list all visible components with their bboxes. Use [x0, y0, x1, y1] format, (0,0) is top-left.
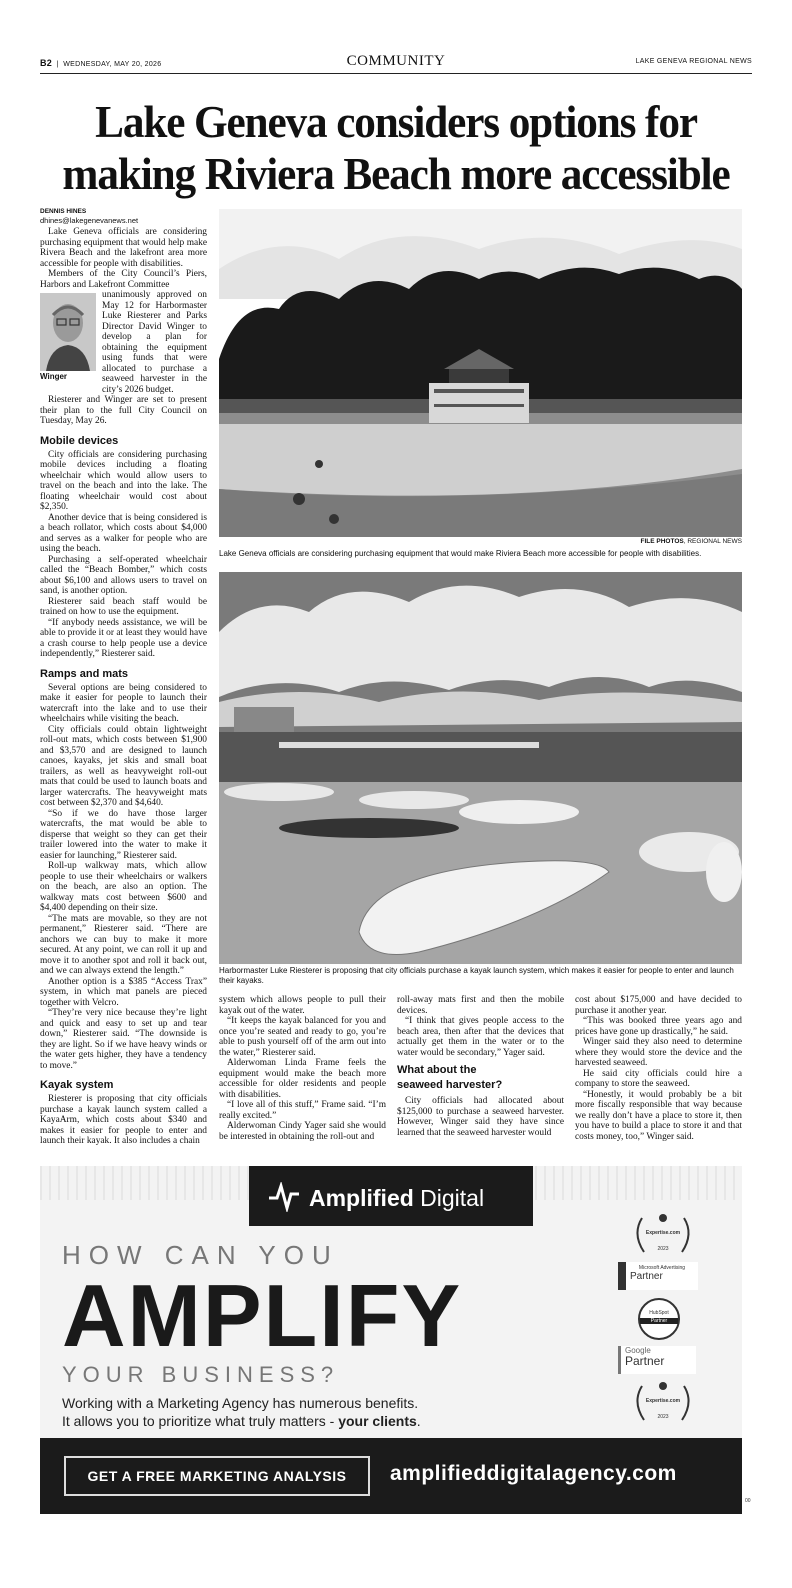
ad-brand-name — [309, 1185, 484, 1212]
winger-photo — [40, 293, 96, 371]
page-info: B2 | WEDNESDAY, MAY 20, 2026 — [40, 58, 162, 68]
expertise-label: Expertise.com — [645, 1230, 681, 1236]
paragraph: “I love all of this stuff,” Frame said. “I’m really excited.” — [219, 1100, 386, 1121]
paragraph: “The mats are movable, so they are not permanent,” Riesterer said. “There are anchors we can buy to make it more secured. At any point, we can roll it up and move it to another spot and roll it back out, and we can always extend the length.” — [40, 913, 207, 976]
headline-line-2: making Riviera Beach more accessible — [62, 148, 730, 199]
credit-bold: FILE PHOTOS — [640, 538, 684, 545]
paragraph: Winger said they also need to determine where they would store the device and the harvested seaweed. — [575, 1037, 742, 1068]
expertise-badge-top — [628, 1210, 698, 1263]
body-end: . — [416, 1413, 421, 1429]
hubspot-label: HubSpot — [649, 1310, 669, 1316]
ad-line-3: YOUR BUSINESS? — [62, 1362, 340, 1387]
paragraph: Riesterer said beach staff would be trained on how to use the equipment. — [40, 596, 207, 617]
paragraph: “I think that gives people access to the beach area, then after that the devices that actually get them in the water or to the water would be secondary,” Yager said. — [397, 1016, 564, 1058]
photo-1-caption: Lake Geneva officials are considering purchasing equipment that would make Riviera Beach more accessible for people with disabilities. — [219, 549, 702, 558]
google-badge — [618, 1346, 696, 1374]
page-number: B2 — [40, 58, 53, 68]
google-label: Google — [625, 1346, 651, 1355]
paragraph: He said city officials could hire a company to store the seaweed. — [575, 1068, 742, 1089]
subhead-harvester-1: What about the — [397, 1064, 477, 1076]
page-header — [40, 52, 752, 74]
paragraph: Lake Geneva officials are considering purchasing equipment that would help make Rivera Beach and the lakefront area more accessible for people with disabilities. — [40, 227, 207, 269]
mug-caption: Winger — [40, 372, 68, 381]
kayak-photo — [219, 572, 742, 964]
ad-brand-box — [249, 1166, 533, 1226]
author-email[interactable]: dhines@lakegenevanews.net — [40, 216, 139, 225]
article-column-3 — [397, 995, 564, 1138]
expertise-year: 2023 — [657, 1246, 669, 1252]
paragraph: cost about $175,000 and have decided to purchase it another year. — [575, 995, 742, 1016]
photo-credit — [641, 538, 743, 545]
ad-body — [62, 1394, 421, 1430]
paragraph: “It keeps the kayak balanced for you and once you’re seated and ready to go, you’re able to push yourself off of the arm out into the water,” Riesterer said. — [219, 1016, 386, 1058]
expertise-year: 2023 — [657, 1414, 669, 1420]
brand-bold: Amplified — [309, 1185, 414, 1211]
mugshot — [40, 293, 96, 383]
author-name: DENNIS HINES — [40, 208, 87, 215]
ms-label: Microsoft Advertising — [638, 1265, 686, 1271]
ad-line-1: HOW CAN YOU — [62, 1240, 339, 1270]
section-name: COMMUNITY — [346, 53, 446, 69]
paragraph: “So if we do have those larger watercrafts, the mat would be able to disperse that weight so they can get their trailer lowered into the water to make it easier for launching,” Riesterer said. — [40, 808, 207, 861]
subhead-mobile: Mobile devices — [40, 434, 119, 447]
paragraph: “This was booked three years ago and prices have gone up drastically,” he said. — [575, 1016, 742, 1037]
beach-photo — [219, 209, 742, 537]
headline — [61, 96, 730, 200]
paragraph: City officials are considering purchasing mobile devices including a floating wheelchair which would allow users to travel on the beach and into the lake. The floating wheelchair would cost about $2,350. — [40, 449, 207, 512]
expertise-badge-bottom — [628, 1380, 698, 1431]
paragraph: Another option is a $385 “Access Trax” system, in which mat panels are pieced together with Velcro. — [40, 976, 207, 1008]
paper-name: LAKE GENEVA REGIONAL NEWS — [635, 58, 752, 65]
expertise-label: Expertise.com — [645, 1398, 681, 1404]
issue-date: WEDNESDAY, MAY 20, 2026 — [63, 61, 162, 68]
paragraph: “They’re very nice because they’re light and quick and easy to set up and tear down,” Riesterer said. “The downside is they are light. So if we have heavy winds or the water gets higher, they have a tendency to move.” — [40, 1008, 207, 1071]
paragraph: “If anybody needs assistance, we will be able to provide it or at least they would have a crash course to help people use a device independently,” Riesterer said. — [40, 617, 207, 659]
google-partner: Partner — [625, 1354, 665, 1368]
ad-body-line-1: Working with a Marketing Agency has numerous benefits. — [62, 1395, 419, 1411]
credit-rest: , REGIONAL NEWS — [683, 538, 742, 545]
paragraph: “Honestly, it would probably be a bit more fiscally responsible that way because we really don’t have a place to store it, then you have to build a place to store it and that costs money, too,” Winger said. — [575, 1089, 742, 1142]
body-text: It allows you to prioritize what truly matters - — [62, 1413, 339, 1429]
article-column-1 — [40, 207, 207, 1147]
microsoft-badge — [618, 1262, 698, 1290]
headline-line-1: Lake Geneva considers options for — [95, 96, 697, 147]
paragraph: City officials had allocated about $125,000 to purchase a seaweed harvester. However, Winger said they have since learned that the seaweed harvester would — [397, 1096, 564, 1138]
photo-2-caption: Harbormaster Luke Riesterer is proposing that city officials purchase a kayak launch system, which makes it easier for people to enter and launch their kayaks. — [219, 966, 734, 985]
pulse-logo-icon — [267, 1182, 301, 1212]
ad-body-line-2 — [62, 1412, 421, 1430]
subhead-harvester-2: seaweed harvester? — [397, 1079, 503, 1091]
paragraph: Purchasing a self-operated wheelchair called the “Beach Bomber,” which costs about $6,100 and allows users to travel on sand, is another option. — [40, 554, 207, 596]
paragraph: roll-away mats first and then the mobile devices. — [397, 995, 564, 1016]
paragraph: Another device that is being considered is a beach rollator, which costs about $4,000 and serves as a walker for people who are using the beach. — [40, 512, 207, 554]
brand-rest: Digital — [413, 1185, 485, 1211]
body-emph: your clients — [338, 1413, 417, 1429]
paragraph: Alderwoman Linda Frame feels the equipment would make the beach more accessible for older residents and people with disabilities. — [219, 1058, 386, 1100]
free-analysis-button[interactable]: GET A FREE MARKETING ANALYSIS — [64, 1456, 370, 1496]
paragraph: Alderwoman Cindy Yager said she would be interested in obtaining the roll-out and — [219, 1121, 386, 1142]
subhead-ramps: Ramps and mats — [40, 667, 129, 680]
paragraph: Several options are being considered to make it easier for people to launch their watercraft into the lake and to use their wheelchairs while visiting the beach. — [40, 682, 207, 724]
paragraph: unanimously approved on May 12 for Harbormaster Luke Riesterer and Parks Director David Winger to develop a plan for obtaining the equipment using funds that were allocated to purchase a seaweed harvester in the city’s 2026 budget. — [102, 290, 207, 395]
ad-url-link[interactable]: amplifieddigitalagency.com — [390, 1462, 677, 1485]
paragraph: Members of the City Council’s Piers, Harbors and Lakefront Committee — [40, 269, 207, 290]
ad-line-2: AMPLIFY — [62, 1266, 463, 1365]
subhead-kayak: Kayak system — [40, 1079, 114, 1091]
hubspot-badge — [638, 1298, 680, 1340]
paragraph: Riesterer and Winger are set to present their plan to the full City Council on Tuesday, May 26. — [40, 395, 207, 426]
ms-partner: Partner — [630, 1271, 663, 1282]
advertisement[interactable] — [40, 1166, 742, 1514]
paragraph: City officials could obtain lightweight roll-out mats, which costs between $1,900 and $3,570 and are designed to launch canoes, kayaks, jet skis and small boat trailers, as well as heavyweight roll-out mats that could be used to launch boats and larger watercrafts. The heavyweight mats cost between $2,370 and $4,640. — [40, 724, 207, 808]
hubspot-partner: Partner — [640, 1318, 678, 1324]
paragraph: Roll-up walkway mats, which allow people to use their wheelchairs or walkers on the beach, are also an option. The walkway mats cost between $600 and $4,400 depending on their size. — [40, 861, 207, 913]
article-column-2 — [219, 995, 386, 1142]
paragraph: system which allows people to pull their kayak out of the water. — [219, 995, 386, 1016]
paragraph: Riesterer is proposing that city officials purchase a kayak launch system called a KayaArm, which costs about $340 and makes it easier for people to enter and launch their kayak. It also includes a chain — [40, 1094, 207, 1146]
page-code: 00 — [745, 1498, 751, 1504]
article-column-4 — [575, 995, 742, 1142]
